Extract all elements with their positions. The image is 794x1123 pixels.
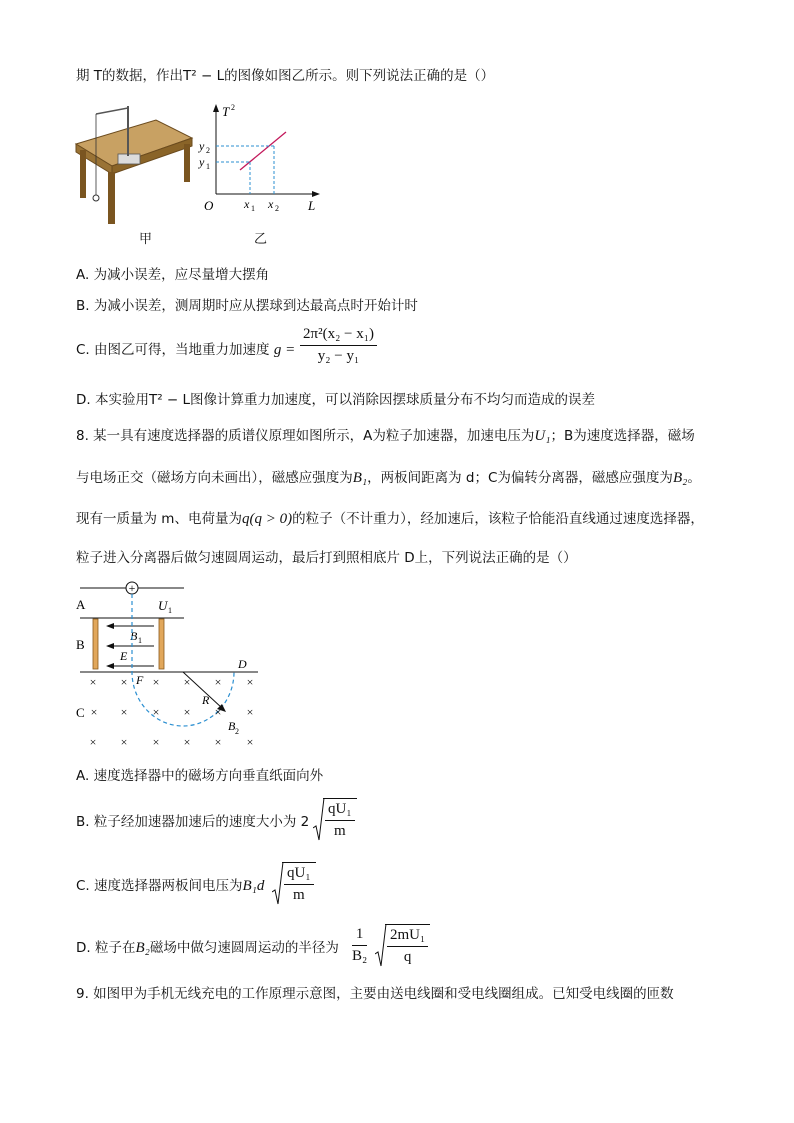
mass-spectrometer-figure xyxy=(72,578,268,754)
q8-sym-b1: B₁ xyxy=(352,470,368,486)
q8-line-2b: ，两板间距离为 d；C为偏转分离器，磁感应强度为 xyxy=(367,470,673,486)
magnetic-field-cross: × xyxy=(246,705,254,719)
graph-y2-label: y xyxy=(199,139,205,153)
q8-option-d-numerator: 2mU₁ xyxy=(387,927,428,947)
svg-text:2: 2 xyxy=(275,204,279,213)
q8-option-d-sqrt xyxy=(375,924,430,966)
magnetic-field-cross: × xyxy=(183,675,191,689)
magnetic-field-cross: × xyxy=(246,735,254,749)
magnetic-field-cross: × xyxy=(183,735,191,749)
magnetic-field-crosses xyxy=(90,675,254,749)
q7-option-d: D. 本实验用T² − L图像计算重力加速度，可以消除因摆球质量分布不均匀而造成的误差 xyxy=(76,392,596,408)
q8-line-1 xyxy=(76,426,695,446)
q7-option-c xyxy=(76,340,295,360)
q8-option-d-frac-den: B₂ xyxy=(352,948,368,964)
q8-option-b-numerator: qU₁ xyxy=(325,801,355,821)
magnetic-field-cross: × xyxy=(214,735,222,749)
svg-text:1: 1 xyxy=(206,162,210,171)
magnetic-field-cross: × xyxy=(120,735,128,749)
figure-label-jia: 甲 xyxy=(139,232,153,247)
q8-line-2 xyxy=(76,468,701,488)
fig-label-d: D xyxy=(238,657,247,671)
q8-option-b-denominator: m xyxy=(333,823,346,839)
q7-option-c-numerator: 2π²(x₂ − x₁) xyxy=(300,326,377,346)
q8-option-d-fraction xyxy=(352,926,367,965)
fig-label-r: R xyxy=(202,693,210,707)
svg-text:1: 1 xyxy=(168,606,172,615)
graph-y-axis-label: T xyxy=(222,104,230,119)
svg-text:1: 1 xyxy=(138,636,142,645)
q8-option-c-text: C. 速度选择器两板间电压为 xyxy=(76,878,243,894)
q8-line-3 xyxy=(76,509,704,529)
q7-option-c-denominator: y₂ − y₁ xyxy=(317,348,360,364)
q8-option-b xyxy=(76,812,309,832)
q8-option-a: A. 速度选择器中的磁场方向垂直纸面向外 xyxy=(76,768,324,784)
q8-line-3a: 现有一质量为 m、电荷量为 xyxy=(76,511,242,527)
magnetic-field-cross: × xyxy=(152,735,160,749)
q8-line-2c: 。 xyxy=(687,470,701,486)
fig-label-c: C xyxy=(76,705,85,720)
magnetic-field-cross: × xyxy=(120,675,128,689)
magnetic-field-cross: × xyxy=(89,675,97,689)
svg-text:1: 1 xyxy=(251,204,255,213)
q8-option-b-text: B. 粒子经加速器加速后的速度大小为 2 xyxy=(76,814,310,830)
q8-sym-q: q(q > 0) xyxy=(241,511,293,527)
figure-label-yi: 乙 xyxy=(254,232,268,247)
q7-option-b: B. 为减小误差，测周期时应从摆球到达最高点时开始计时 xyxy=(76,298,418,314)
q8-line-2a: 与电场正交（磁场方向未画出），磁感应强度为 xyxy=(76,470,353,486)
magnetic-field-cross: × xyxy=(246,675,254,689)
graph-origin-label: O xyxy=(204,198,214,213)
q8-line-1b: ；B为速度选择器，磁场 xyxy=(550,428,695,444)
fig-label-f: F xyxy=(136,673,144,687)
q8-option-c-b1d: B₁d xyxy=(242,878,265,894)
magnetic-field-cross: × xyxy=(214,705,222,719)
q7-intro: 期 T的数据，作出T² − L的图像如图乙所示。则下列说法正确的是（） xyxy=(76,68,495,84)
q8-option-d-denominator: q xyxy=(403,949,412,965)
graph-x2-label: x xyxy=(268,197,274,211)
fig-label-b2: B xyxy=(228,719,236,733)
q8-option-c-numerator: qU₁ xyxy=(284,865,314,885)
q8-option-d-text-2: 磁场中做匀速圆周运动的半径为 xyxy=(149,940,339,956)
magnetic-field-cross: × xyxy=(90,705,98,719)
q7-option-a: A. 为减小误差，应尽量增大摆角 xyxy=(76,267,270,283)
graph-y-axis-sup: 2 xyxy=(231,103,235,112)
q7-option-c-text: C. 由图乙可得，当地重力加速度 xyxy=(76,342,270,358)
q9-text: 9. 如图甲为手机无线充电的工作原理示意图，主要由送电线圈和受电线圈组成。已知受电线圈的匝数 xyxy=(76,986,674,1002)
positive-particle-symbol: + xyxy=(128,581,136,595)
graph-x-axis-label: L xyxy=(308,198,316,213)
fig-label-b: B xyxy=(76,637,85,652)
q8-line-1a: 8. 某一具有速度选择器的质谱仪原理如图所示，A为粒子加速器，加速电压为 xyxy=(76,428,535,444)
q8-sym-b2: B₂ xyxy=(672,470,688,486)
q8-option-c-denominator: m xyxy=(292,887,305,903)
q8-option-b-sqrt xyxy=(313,798,357,840)
q7-option-c-fraction xyxy=(300,326,377,365)
q8-option-d-frac-num: 1 xyxy=(352,926,367,946)
t2-l-graph xyxy=(196,100,326,218)
q8-option-d-b2: B₂ xyxy=(135,940,150,956)
q7-option-c-g: g = xyxy=(273,342,296,358)
graph-y1-label: y xyxy=(199,155,205,169)
svg-text:2: 2 xyxy=(206,146,210,155)
q8-option-d-text: D. 粒子在 xyxy=(76,940,136,956)
magnetic-field-cross: × xyxy=(183,705,191,719)
q8-sym-u1: U₁ xyxy=(534,428,551,444)
fig-label-u1: U xyxy=(158,598,168,613)
svg-text:2: 2 xyxy=(235,727,239,736)
magnetic-field-cross: × xyxy=(152,675,160,689)
fig-label-b1: B xyxy=(130,629,138,643)
q8-option-c xyxy=(76,876,264,896)
fig-label-a: A xyxy=(76,597,86,612)
graph-x1-label: x xyxy=(244,197,250,211)
q8-option-d xyxy=(76,938,339,958)
pendulum-table-figure xyxy=(72,104,196,232)
fig-label-e: E xyxy=(120,649,128,663)
magnetic-field-cross: × xyxy=(89,735,97,749)
q8-line-4: 粒子进入分离器后做匀速圆周运动，最后打到照相底片 D上，下列说法正确的是（） xyxy=(76,550,577,566)
q8-line-3b: 的粒子（不计重力），经加速后，该粒子恰能沿直线通过速度选择器， xyxy=(292,511,704,527)
magnetic-field-cross: × xyxy=(152,705,160,719)
magnetic-field-cross: × xyxy=(120,705,128,719)
q8-option-c-sqrt xyxy=(272,862,316,904)
magnetic-field-cross: × xyxy=(214,675,222,689)
